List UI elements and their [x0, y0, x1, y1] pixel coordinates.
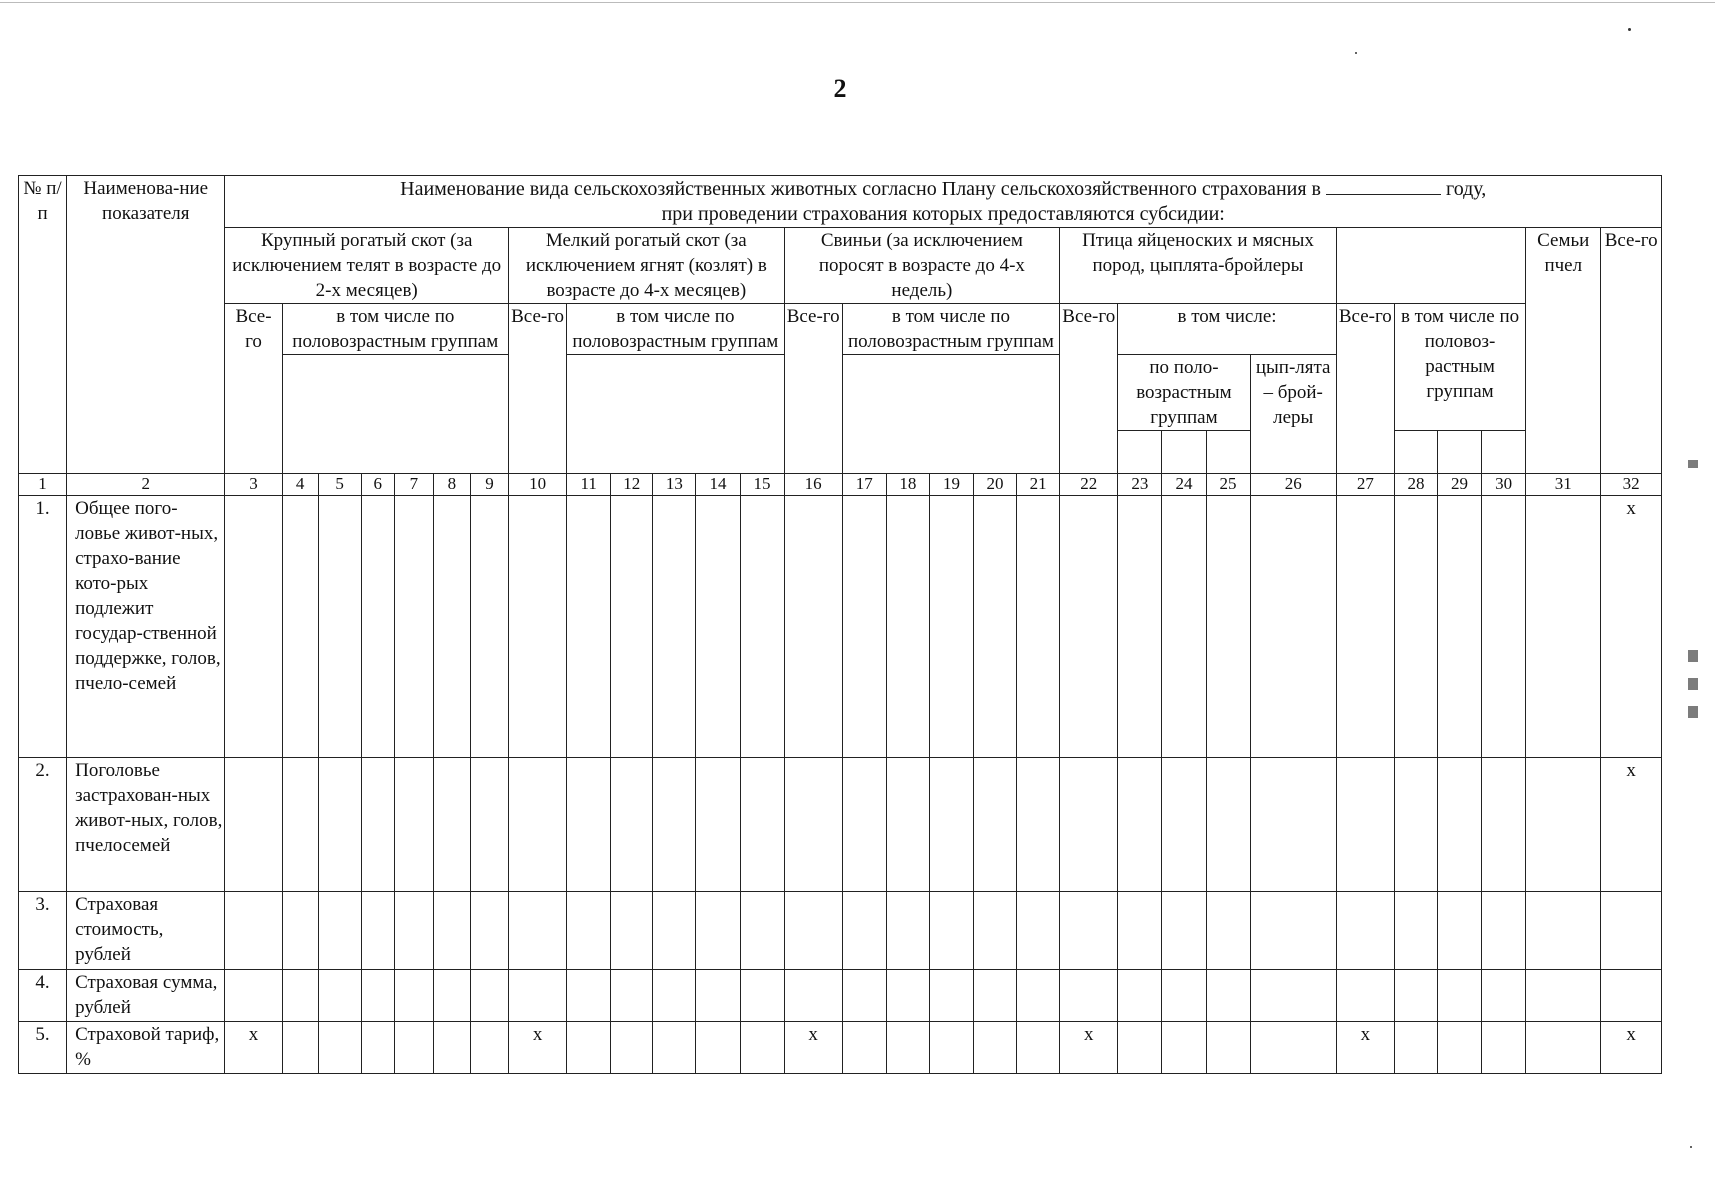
data-cell — [1250, 496, 1336, 758]
page-number: 2 — [833, 74, 847, 103]
data-cell — [318, 970, 361, 1022]
poultry-total: Все-го — [1060, 304, 1118, 474]
data-cell — [1336, 496, 1394, 758]
blank-cell — [1482, 431, 1526, 474]
data-cell — [784, 496, 842, 758]
header-title-suffix: году, — [1446, 178, 1487, 200]
data-cell — [361, 970, 394, 1022]
col-number: 26 — [1250, 474, 1336, 496]
data-cell — [1336, 970, 1394, 1022]
pigs-total: Все-го — [784, 304, 842, 474]
not-applicable-mark: x — [784, 1022, 842, 1074]
data-cell — [1438, 758, 1482, 892]
col-number: 7 — [394, 474, 433, 496]
data-cell — [470, 496, 508, 758]
group-other — [1336, 228, 1525, 304]
scan-margin-mark — [1688, 650, 1698, 662]
data-cell — [740, 758, 784, 892]
data-cell — [1526, 970, 1601, 1022]
scan-margin-mark — [1688, 706, 1698, 718]
data-cell — [394, 758, 433, 892]
data-cell — [1206, 758, 1250, 892]
header-number: № п/п — [19, 176, 67, 474]
not-applicable-mark: x — [225, 1022, 282, 1074]
group-pigs: Свиньи (за исключением поросят в возрасте до 4-х недель) — [784, 228, 1060, 304]
col-number: 20 — [974, 474, 1017, 496]
data-cell — [1336, 892, 1394, 970]
col-number: 29 — [1438, 474, 1482, 496]
data-cell — [1482, 892, 1526, 970]
data-cell — [282, 892, 318, 970]
col-number: 11 — [567, 474, 611, 496]
data-cell — [1482, 496, 1526, 758]
col-number: 16 — [784, 474, 842, 496]
data-cell — [611, 892, 653, 970]
subsidy-form-table — [18, 175, 1662, 1074]
column-number-row — [19, 474, 1662, 496]
data-cell — [318, 496, 361, 758]
header-title-line1: Наименование вида сельскохозяйственных животных согласно Плану сельскохозяйственного страхования в — [400, 178, 1321, 200]
data-cell — [929, 892, 973, 970]
small-cattle-age-groups-spacer — [567, 355, 784, 474]
data-cell — [1162, 970, 1206, 1022]
data-cell — [433, 758, 470, 892]
data-cell — [1336, 758, 1394, 892]
data-cell — [1526, 892, 1601, 970]
data-cell — [696, 892, 740, 970]
row-number: 4. — [19, 970, 67, 1022]
data-cell — [567, 970, 611, 1022]
data-cell — [1526, 758, 1601, 892]
data-cell — [1394, 496, 1437, 758]
data-cell — [1206, 970, 1250, 1022]
scan-margin-mark — [1688, 460, 1698, 468]
data-cell — [318, 892, 361, 970]
col-number: 9 — [470, 474, 508, 496]
header-title — [225, 176, 1662, 228]
data-cell — [1017, 496, 1060, 758]
blank-cell — [1438, 431, 1482, 474]
data-cell — [740, 1022, 784, 1074]
col-number: 13 — [653, 474, 696, 496]
blank-cell — [1118, 431, 1162, 474]
data-cell — [1118, 1022, 1162, 1074]
scan-speck — [1690, 1146, 1692, 1148]
data-cell — [653, 892, 696, 970]
data-cell — [394, 970, 433, 1022]
row-label: Страховой тариф, % — [67, 1022, 225, 1074]
small-cattle-total: Все-го — [509, 304, 567, 474]
data-cell — [361, 892, 394, 970]
data-cell — [567, 1022, 611, 1074]
data-cell — [394, 496, 433, 758]
data-row — [19, 758, 1662, 892]
col-number: 14 — [696, 474, 740, 496]
poultry-incl: в том числе: — [1118, 304, 1336, 355]
col-number: 8 — [433, 474, 470, 496]
col-number: 18 — [886, 474, 929, 496]
data-cell — [842, 892, 886, 970]
data-cell — [1250, 892, 1336, 970]
pigs-age-groups: в том числе по половозрастным группам — [842, 304, 1059, 355]
data-cell — [225, 758, 282, 892]
data-cell — [567, 758, 611, 892]
data-cell — [509, 970, 567, 1022]
year-blank — [1326, 176, 1441, 195]
data-cell — [1162, 892, 1206, 970]
data-cell — [1118, 970, 1162, 1022]
other-total: Все-го — [1336, 304, 1394, 474]
data-cell — [361, 758, 394, 892]
data-cell — [929, 758, 973, 892]
col-number: 23 — [1118, 474, 1162, 496]
data-cell — [433, 496, 470, 758]
data-cell — [1394, 758, 1437, 892]
row-number: 1. — [19, 496, 67, 758]
data-cell — [1118, 892, 1162, 970]
group-small-cattle: Мелкий рогатый скот (за исключением ягнят (козлят) в возрасте до 4-х месяцев) — [509, 228, 785, 304]
group-bees: Семьи пчел — [1526, 228, 1601, 474]
data-cell — [696, 1022, 740, 1074]
data-cell — [842, 496, 886, 758]
cattle-total: Все-го — [225, 304, 282, 474]
data-cell — [225, 970, 282, 1022]
data-cell — [567, 496, 611, 758]
data-cell — [1482, 1022, 1526, 1074]
data-cell — [653, 970, 696, 1022]
data-cell — [509, 892, 567, 970]
scan-margin-mark — [1688, 678, 1698, 690]
data-cell — [1162, 496, 1206, 758]
col-number: 22 — [1060, 474, 1118, 496]
data-cell — [225, 892, 282, 970]
group-cattle: Крупный рогатый скот (за исключением телят в возрасте до 2-х месяцев) — [225, 228, 509, 304]
data-cell — [1250, 1022, 1336, 1074]
data-cell — [974, 892, 1017, 970]
col-number: 15 — [740, 474, 784, 496]
not-applicable-mark: x — [1601, 758, 1662, 892]
data-cell — [1438, 496, 1482, 758]
blank-cell — [1394, 431, 1437, 474]
other-age-groups: в том числе по половоз-растным группам — [1394, 304, 1525, 431]
scan-speck — [1355, 52, 1357, 54]
data-cell — [361, 496, 394, 758]
data-cell — [1118, 758, 1162, 892]
data-cell — [1017, 970, 1060, 1022]
data-cell — [1060, 970, 1118, 1022]
data-cell — [361, 1022, 394, 1074]
data-cell — [842, 1022, 886, 1074]
data-cell — [696, 496, 740, 758]
data-cell — [1394, 892, 1437, 970]
row-label: Общее пого-ловье живот-ных, страхо-вание кото-рых подлежит государ-ственной поддержке, голов, пчело-семей — [67, 496, 225, 758]
pigs-age-groups-spacer — [842, 355, 1059, 474]
data-cell — [1206, 892, 1250, 970]
scan-edge-line — [0, 2, 1715, 3]
data-cell — [1250, 970, 1336, 1022]
data-cell — [282, 970, 318, 1022]
row-number: 2. — [19, 758, 67, 892]
col-number: 1 — [19, 474, 67, 496]
data-cell — [1438, 892, 1482, 970]
not-applicable-mark: x — [1601, 496, 1662, 758]
col-number: 6 — [361, 474, 394, 496]
blank-cell — [1206, 431, 1250, 474]
row-label: Поголовье застрахован-ных живот-ных, голов, пчелосемей — [67, 758, 225, 892]
col-number: 24 — [1162, 474, 1206, 496]
data-cell — [394, 892, 433, 970]
data-cell — [1526, 1022, 1601, 1074]
data-cell — [433, 1022, 470, 1074]
col-number: 27 — [1336, 474, 1394, 496]
data-cell — [740, 496, 784, 758]
data-cell — [1438, 970, 1482, 1022]
data-cell — [1206, 496, 1250, 758]
data-cell — [784, 970, 842, 1022]
col-number: 21 — [1017, 474, 1060, 496]
data-cell — [1206, 1022, 1250, 1074]
data-cell — [509, 496, 567, 758]
data-cell — [1162, 758, 1206, 892]
data-cell — [842, 758, 886, 892]
not-applicable-mark: x — [1336, 1022, 1394, 1074]
data-cell — [282, 496, 318, 758]
not-applicable-mark: x — [1601, 1022, 1662, 1074]
not-applicable-mark: x — [1060, 1022, 1118, 1074]
blank-cell — [1162, 431, 1206, 474]
data-cell — [974, 496, 1017, 758]
poultry-age-groups: по поло-возрастным группам — [1118, 355, 1250, 431]
data-row — [19, 970, 1662, 1022]
data-cell — [509, 758, 567, 892]
data-row — [19, 1022, 1662, 1074]
poultry-broilers: цып-лята – брой-леры — [1250, 355, 1336, 474]
col-number: 5 — [318, 474, 361, 496]
data-cell — [225, 496, 282, 758]
col-number: 4 — [282, 474, 318, 496]
row-number: 3. — [19, 892, 67, 970]
group-total: Все-го — [1601, 228, 1662, 474]
row-number: 5. — [19, 1022, 67, 1074]
data-cell — [470, 758, 508, 892]
col-number: 25 — [1206, 474, 1250, 496]
data-cell — [974, 1022, 1017, 1074]
col-number: 17 — [842, 474, 886, 496]
data-cell — [696, 758, 740, 892]
data-cell — [470, 1022, 508, 1074]
data-cell — [433, 892, 470, 970]
data-cell — [394, 1022, 433, 1074]
col-number: 30 — [1482, 474, 1526, 496]
col-number: 31 — [1526, 474, 1601, 496]
data-cell — [1601, 892, 1662, 970]
data-cell — [282, 758, 318, 892]
data-cell — [653, 1022, 696, 1074]
data-cell — [1250, 758, 1336, 892]
data-cell — [784, 758, 842, 892]
col-number: 12 — [611, 474, 653, 496]
data-cell — [653, 758, 696, 892]
data-cell — [653, 496, 696, 758]
data-cell — [1118, 496, 1162, 758]
data-cell — [1017, 1022, 1060, 1074]
data-cell — [1017, 892, 1060, 970]
data-cell — [974, 970, 1017, 1022]
data-cell — [886, 1022, 929, 1074]
data-cell — [611, 970, 653, 1022]
data-cell — [1060, 892, 1118, 970]
data-cell — [886, 970, 929, 1022]
data-cell — [1482, 970, 1526, 1022]
data-cell — [611, 758, 653, 892]
col-number: 32 — [1601, 474, 1662, 496]
cattle-age-groups-spacer — [282, 355, 508, 474]
cattle-age-groups: в том числе по половозрастным группам — [282, 304, 508, 355]
col-number: 10 — [509, 474, 567, 496]
data-row — [19, 496, 1662, 758]
col-number: 28 — [1394, 474, 1437, 496]
data-cell — [1394, 1022, 1437, 1074]
header-indicator: Наименова-ние показателя — [67, 176, 225, 474]
small-cattle-age-groups: в том числе по половозрастным группам — [567, 304, 784, 355]
data-cell — [886, 496, 929, 758]
row-label: Страховая сумма, рублей — [67, 970, 225, 1022]
data-cell — [318, 758, 361, 892]
data-cell — [318, 1022, 361, 1074]
data-cell — [886, 892, 929, 970]
header-title-line2: при проведении страхования которых предоставляются субсидии: — [661, 203, 1225, 225]
data-cell — [1601, 970, 1662, 1022]
data-cell — [929, 1022, 973, 1074]
data-cell — [611, 1022, 653, 1074]
data-cell — [1526, 496, 1601, 758]
data-row — [19, 892, 1662, 970]
col-number: 3 — [225, 474, 282, 496]
col-number: 2 — [67, 474, 225, 496]
data-cell — [929, 970, 973, 1022]
data-cell — [470, 970, 508, 1022]
scan-speck — [1628, 28, 1631, 31]
data-cell — [1482, 758, 1526, 892]
data-cell — [842, 970, 886, 1022]
data-cell — [1060, 496, 1118, 758]
row-label: Страховая стоимость, рублей — [67, 892, 225, 970]
data-cell — [929, 496, 973, 758]
col-number: 19 — [929, 474, 973, 496]
data-cell — [1438, 1022, 1482, 1074]
data-cell — [886, 758, 929, 892]
data-cell — [974, 758, 1017, 892]
group-poultry: Птица яйценоских и мясных пород, цыплята-бройлеры — [1060, 228, 1337, 304]
data-cell — [696, 970, 740, 1022]
data-cell — [740, 970, 784, 1022]
data-cell — [433, 970, 470, 1022]
data-cell — [1017, 758, 1060, 892]
not-applicable-mark: x — [509, 1022, 567, 1074]
data-cell — [1162, 1022, 1206, 1074]
data-cell — [740, 892, 784, 970]
data-cell — [611, 496, 653, 758]
data-cell — [567, 892, 611, 970]
data-cell — [282, 1022, 318, 1074]
data-cell — [784, 892, 842, 970]
data-cell — [1394, 970, 1437, 1022]
data-cell — [470, 892, 508, 970]
data-cell — [1060, 758, 1118, 892]
